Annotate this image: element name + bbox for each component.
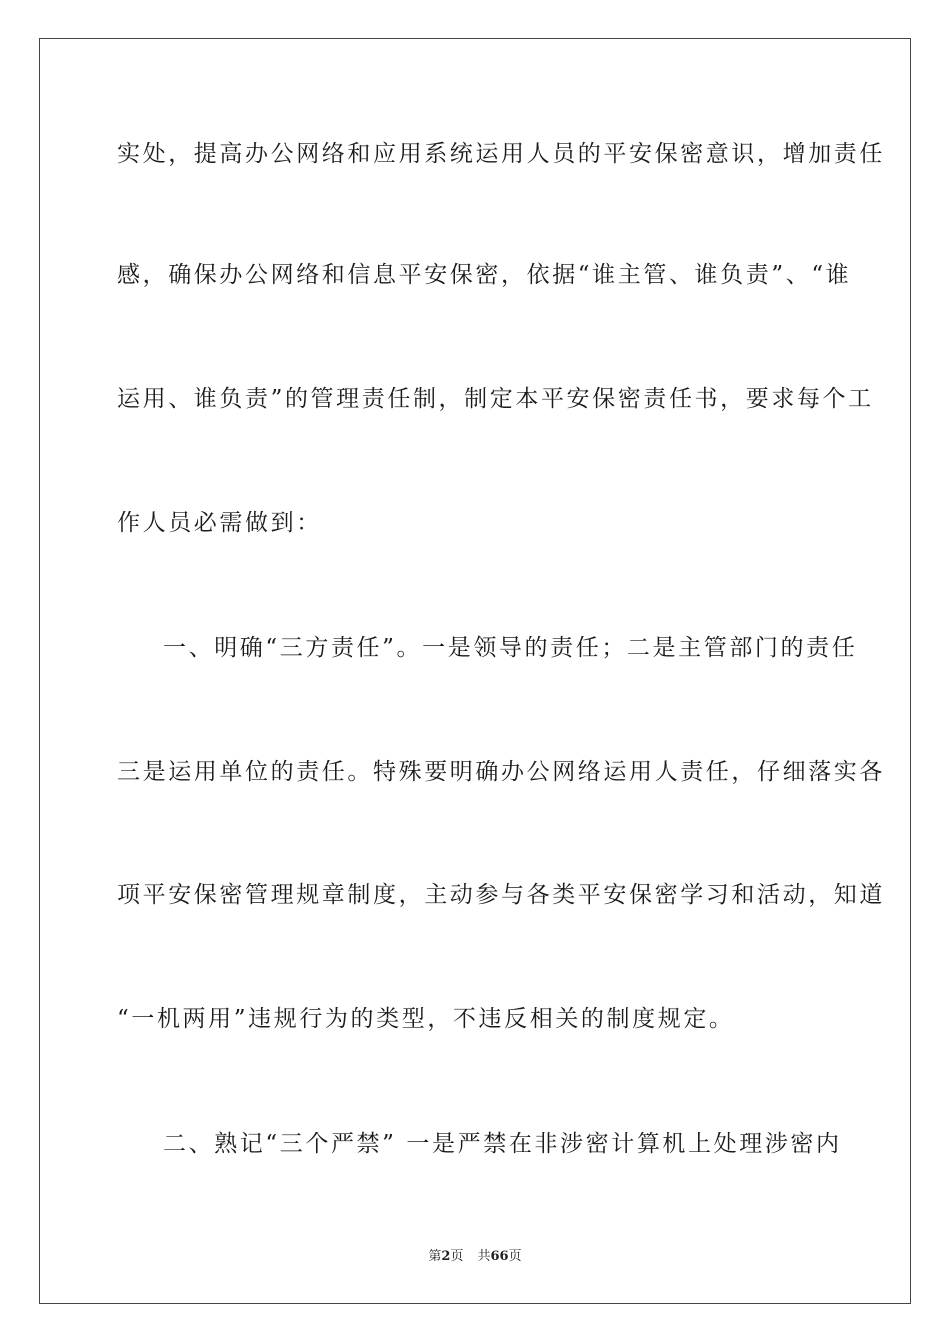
page-number: 2 <box>441 1249 451 1264</box>
page-footer <box>0 1248 950 1266</box>
total-pages: 66 <box>490 1249 509 1264</box>
body-line-6: 三是运用单位的责任。特殊要明确办公网络运用人责任，仔细落实各 <box>117 759 885 785</box>
body-line-9: 二、熟记“三个严禁” 一是严禁在非涉密计算机上处理涉密内 <box>163 1131 842 1157</box>
body-line-4: 作人员必需做到： <box>117 510 322 536</box>
body-line-1: 实处，提高办公网络和应用系统运用人员的平安保密意识，增加责任 <box>117 141 885 167</box>
body-line-2: 感，确保办公网络和信息平安保密，依据“谁主管、谁负责”、“谁 <box>117 262 852 288</box>
total-suffix: 页 <box>508 1249 522 1264</box>
total-prefix: 共 <box>477 1249 491 1264</box>
body-line-8: “一机两用”违规行为的类型，不违反相关的制度规定。 <box>117 1006 735 1032</box>
body-line-3: 运用、谁负责”的管理责任制，制定本平安保密责任书，要求每个工 <box>117 386 874 412</box>
page-suffix: 页 <box>450 1249 464 1264</box>
body-line-5: 一、明确“三方责任”。一是领导的责任；二是主管部门的责任 <box>163 635 858 661</box>
page-prefix: 第 <box>428 1249 442 1264</box>
page-border <box>39 38 911 1304</box>
body-line-7: 项平安保密管理规章制度，主动参与各类平安保密学习和活动，知道 <box>117 882 885 908</box>
